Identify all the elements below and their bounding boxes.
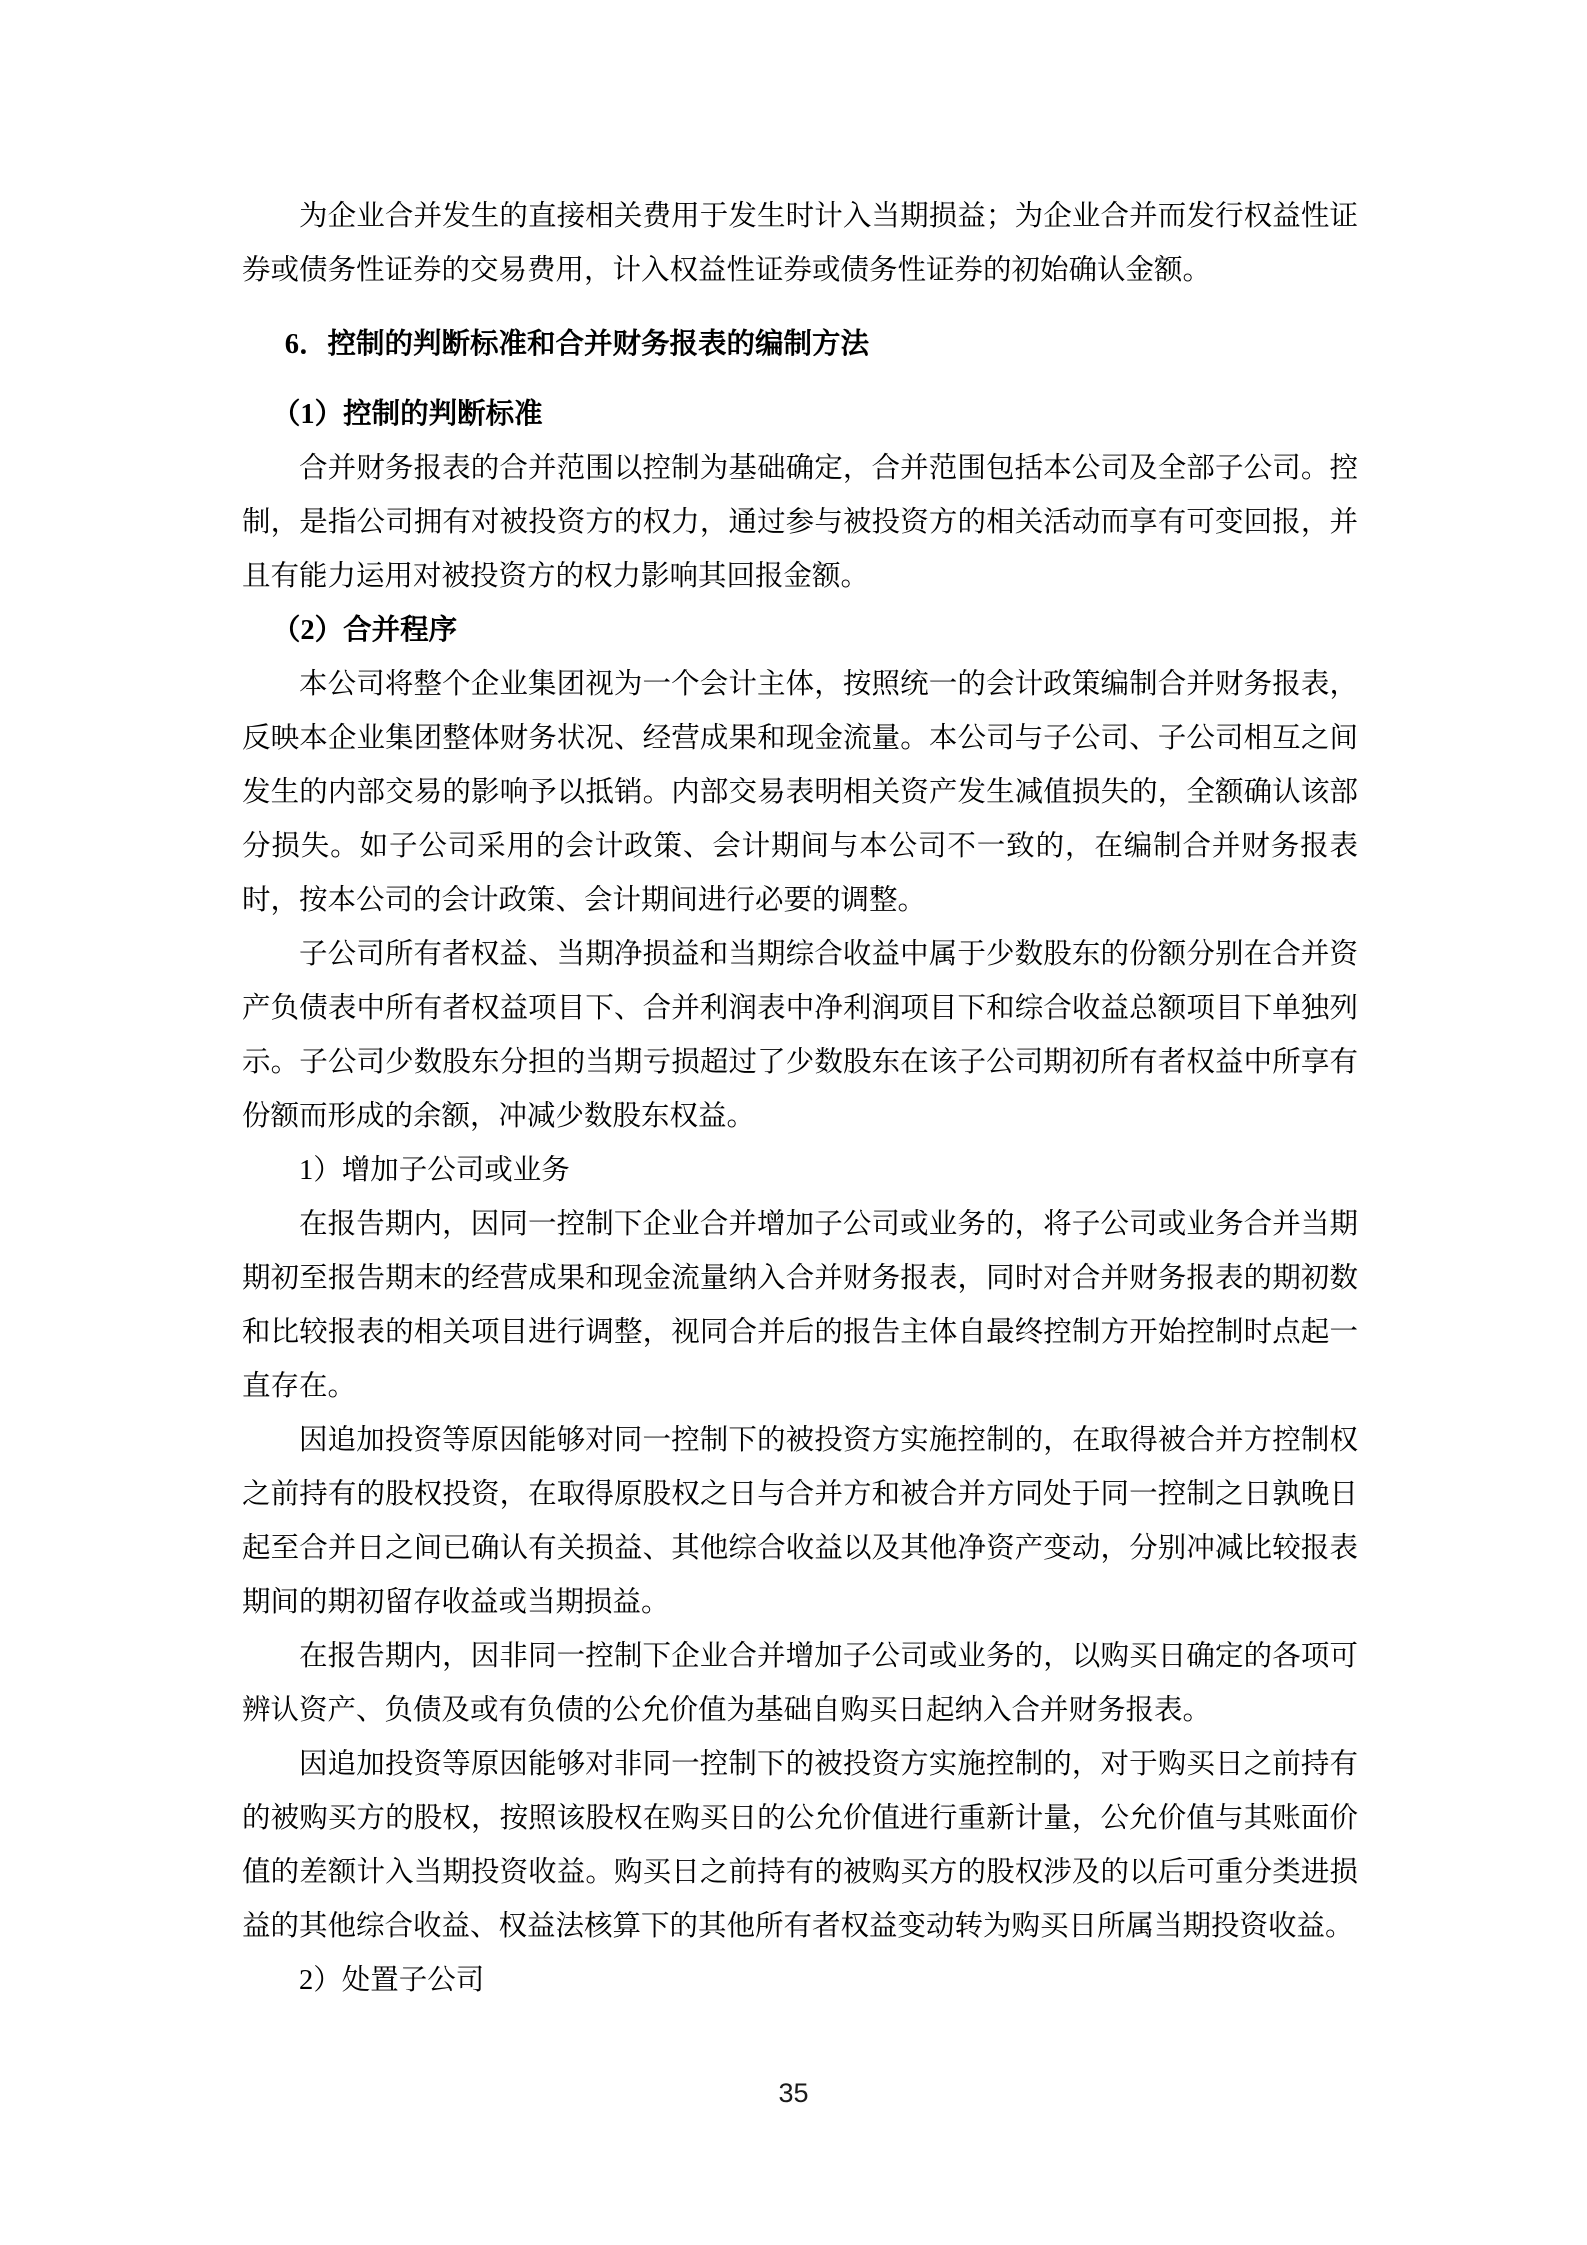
section-heading: 6．控制的判断标准和合并财务报表的编制方法 bbox=[284, 329, 870, 360]
subsection-heading: （1）控制的判断标准 bbox=[271, 399, 543, 430]
paragraph: 本公司将整个企业集团视为一个会计主体，按照统一的会计政策编制合并财务报表，反映本企业集团整体财务状况、经营成果和现金流量。本公司与子公司、子公司相互之间发生的内部交易的影响予以抵销。内部交易表明相关资产发生减值损失的，全额确认该部分损失。如子公司采用的会计政策、会计期间与本公司不一致的，在编制合并财务报表时，按本公司的会计政策、会计期间进行必要的调整。 bbox=[242, 669, 1358, 916]
paragraph: 在报告期内，因同一控制下企业合并增加子公司或业务的，将子公司或业务合并当期期初至报告期末的经营成果和现金流量纳入合并财务报表，同时对合并财务报表的期初数和比较报表的相关项目进行调整，视同合并后的报告主体自最终控制方开始控制时点起一直存在。 bbox=[242, 1209, 1358, 1402]
paragraph: 因追加投资等原因能够对同一控制下的被投资方实施控制的，在取得被合并方控制权之前持有的股权投资，在取得原股权之日与合并方和被合并方同处于同一控制之日孰晚日起至合并日之间已确认有关损益、其他综合收益以及其他净资产变动，分别冲减比较报表期间的期初留存收益或当期损益。 bbox=[242, 1425, 1358, 1618]
list-item-heading: 1）增加子公司或业务 bbox=[299, 1155, 570, 1186]
paragraph: 在报告期内，因非同一控制下企业合并增加子公司或业务的，以购买日确定的各项可辨认资产、负债及或有负债的公允价值为基础自购买日起纳入合并财务报表。 bbox=[242, 1641, 1358, 1726]
list-item-heading: 2）处置子公司 bbox=[299, 1965, 485, 1996]
document-body bbox=[242, 190, 1358, 2008]
paragraph: 合并财务报表的合并范围以控制为基础确定，合并范围包括本公司及全部子公司。控制，是指公司拥有对被投资方的权力，通过参与被投资方的相关活动而享有可变回报，并且有能力运用对被投资方的权力影响其回报金额。 bbox=[242, 453, 1358, 592]
paragraph: 因追加投资等原因能够对非同一控制下的被投资方实施控制的，对于购买日之前持有的被购买方的股权，按照该股权在购买日的公允价值进行重新计量，公允价值与其账面价值的差额计入当期投资收益。购买日之前持有的被购买方的股权涉及的以后可重分类进损益的其他综合收益、权益法核算下的其他所有者权益变动转为购买日所属当期投资收益。 bbox=[242, 1749, 1358, 1942]
paragraph: 为企业合并发生的直接相关费用于发生时计入当期损益；为企业合并而发行权益性证券或债务性证券的交易费用，计入权益性证券或债务性证券的初始确认金额。 bbox=[242, 201, 1358, 286]
paragraph: 子公司所有者权益、当期净损益和当期综合收益中属于少数股东的份额分别在合并资产负债表中所有者权益项目下、合并利润表中净利润项目下和综合收益总额项目下单独列示。子公司少数股东分担的当期亏损超过了少数股东在该子公司期初所有者权益中所享有份额而形成的余额，冲减少数股东权益。 bbox=[242, 939, 1358, 1132]
subsection-heading: （2）合并程序 bbox=[271, 615, 458, 646]
page-number: 35 bbox=[778, 2078, 809, 2108]
